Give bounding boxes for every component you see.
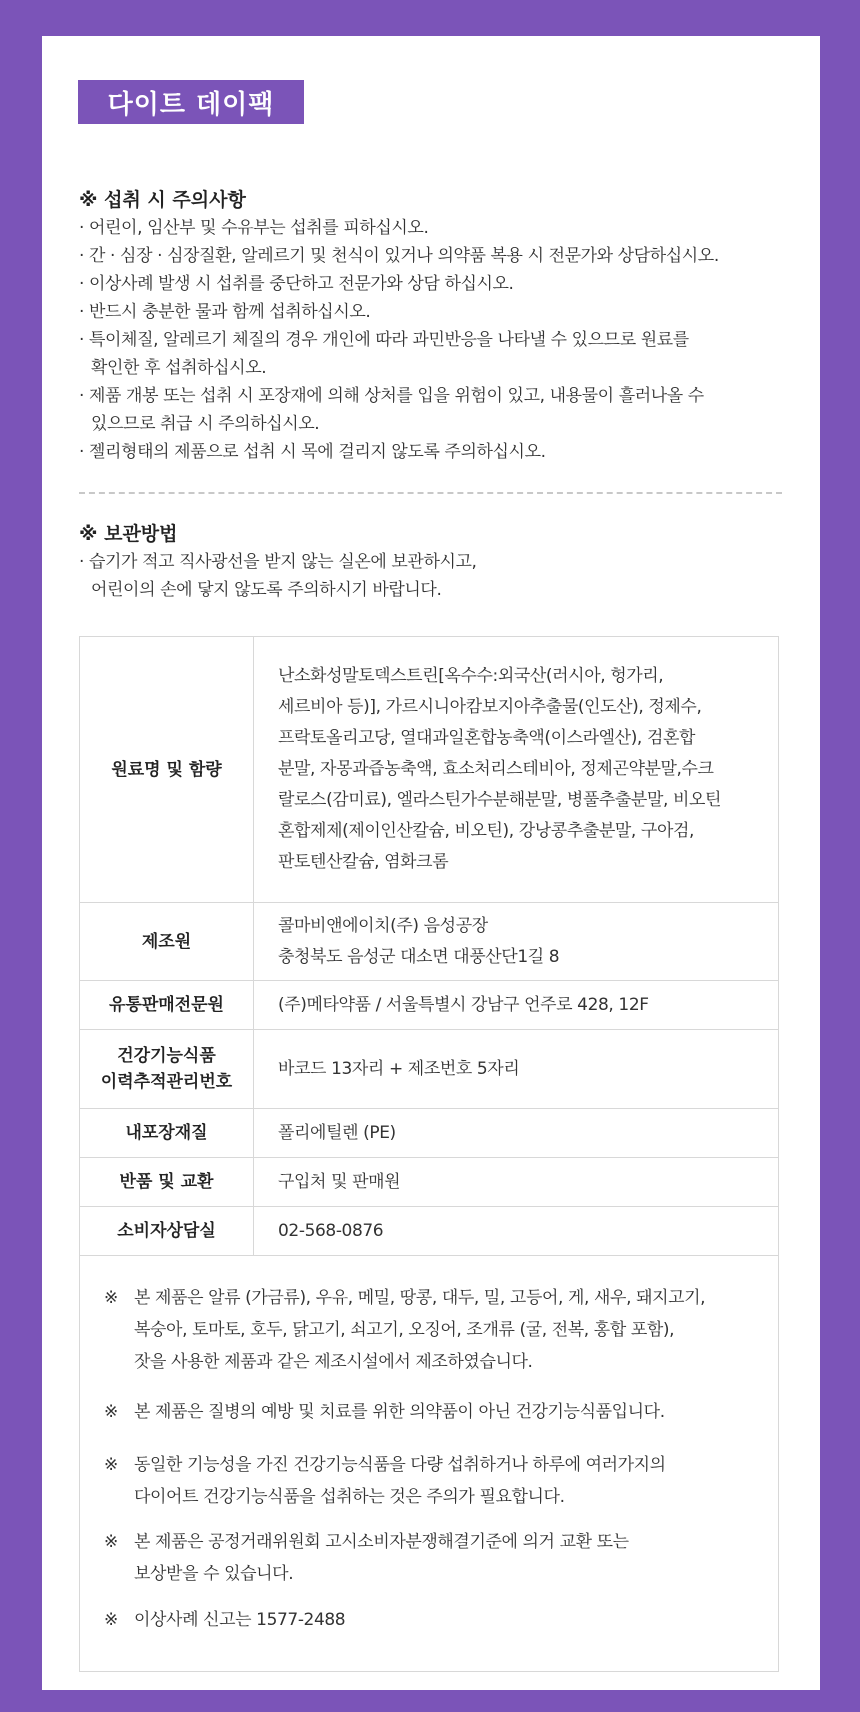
table-row: [80, 981, 778, 1030]
row-label: 소비자상담실: [80, 1207, 254, 1255]
table-row: [80, 1158, 778, 1207]
row-label: 반품 및 교환: [80, 1158, 254, 1206]
row-value: (주)메타약품 / 서울특별시 강남구 언주로 428, 12F: [278, 994, 649, 1015]
note-item: ※ 이상사례 신고는 1577-2488: [104, 1604, 345, 1636]
row-label: 원료명 및 함량: [80, 637, 254, 902]
precautions-section: [79, 186, 790, 466]
row-label: 제조원: [80, 903, 254, 980]
note-mark: ※: [104, 1455, 118, 1475]
note-item: ※ 본 제품은 공정거래위원회 고시소비자분쟁해결기준에 의거 교환 또는 보상받을 수 있습니다.: [104, 1526, 629, 1590]
note-mark: ※: [104, 1288, 118, 1308]
table-row: [80, 1109, 778, 1158]
note-item: ※ 본 제품은 질병의 예방 및 치료를 위한 의약품이 아닌 건강기능식품입니다.: [104, 1396, 665, 1428]
precaution-line: · 제품 개봉 또는 섭취 시 포장재에 의해 상처를 입을 위험이 있고, 내용물이 흘러나올 수: [79, 386, 704, 406]
precaution-line: · 간 · 심장 · 심장질환, 알레르기 및 천식이 있거나 의약품 복용 시 전문가와 상담하십시오.: [79, 246, 719, 266]
table-row: [80, 1207, 778, 1255]
precautions-title: ※ 섭취 시 주의사항: [79, 189, 246, 211]
row-value: 폴리에틸렌 (PE): [278, 1122, 396, 1143]
storage-line: 어린이의 손에 닿지 않도록 주의하시기 바랍니다.: [91, 580, 442, 600]
precaution-line: · 어린이, 임산부 및 수유부는 섭취를 피하십시오.: [79, 218, 429, 238]
product-info-table: [79, 636, 779, 1256]
precaution-line: · 젤리형태의 제품으로 섭취 시 목에 걸리지 않도록 주의하십시오.: [79, 442, 546, 462]
table-row: [80, 1030, 778, 1109]
table-row: [80, 903, 778, 981]
note-item: ※ 본 제품은 알류 (가금류), 우유, 메밀, 땅콩, 대두, 밀, 고등어, 게, 새우, 돼지고기, 복숭아, 토마토, 호두, 닭고기, 쇠고기, 오징어, 조개류 (굴, 전복, 홍합 포함), 잣을 사용한 제품과 같은 제조시설에서 제조하였습니다.: [104, 1282, 705, 1378]
row-label: 건강기능식품 이력추적관리번호: [80, 1030, 254, 1108]
precaution-line: · 이상사례 발생 시 섭취를 중단하고 전문가와 상담 하십시오.: [79, 274, 514, 294]
storage-title: ※ 보관방법: [79, 523, 178, 545]
precaution-line: 있으므로 취급 시 주의하십시오.: [91, 414, 320, 434]
storage-line: · 습기가 적고 직사광선을 받지 않는 실온에 보관하시고,: [79, 552, 477, 572]
row-label: 내포장재질: [80, 1109, 254, 1157]
row-value: 바코드 13자리 + 제조번호 5자리: [278, 1058, 520, 1079]
precaution-line: · 반드시 충분한 물과 함께 섭취하십시오.: [79, 302, 371, 322]
note-mark: ※: [104, 1610, 118, 1630]
row-label: 유통판매전문원: [80, 981, 254, 1029]
table-row: [80, 637, 778, 903]
row-value: 콜마비앤에이치(주) 음성공장 충청북도 음성군 대소면 대풍산단1길 8: [278, 915, 560, 967]
row-value: 난소화성말토덱스트린[옥수수:외국산(러시아, 헝가리, 세르비아 등)], 가르시니아캄보지아추출물(인도산), 정제수, 프락토올리고당, 열대과일혼합농축액(이스라엘산), 검혼합 분말, 자몽과즙농축액, 효소처리스테비아, 정제곤약분말,수크 랄로스(감미료), 엘라스틴가수분해분말, 병풀추출분말, 비오틴 혼합제제(제이인산칼슘, 비오틴), 강낭콩추출분말, 구아검, 판토텐산칼슘, 염화크롬: [278, 666, 722, 872]
notes-box: [79, 1254, 779, 1672]
product-name-badge: 다이트 데이팩: [78, 80, 304, 124]
precaution-line: 확인한 후 섭취하십시오.: [91, 358, 267, 378]
precaution-line: · 특이체질, 알레르기 체질의 경우 개인에 따라 과민반응을 나타낼 수 있으므로 원료를: [79, 330, 689, 350]
row-value: 02-568-0876: [278, 1220, 384, 1241]
dashed-divider: [79, 492, 782, 494]
row-value: 구입처 및 판매원: [278, 1171, 401, 1192]
info-card: [42, 36, 820, 1690]
note-mark: ※: [104, 1532, 118, 1552]
note-item: ※ 동일한 기능성을 가진 건강기능식품을 다량 섭취하거나 하루에 여러가지의 다이어트 건강기능식품을 섭취하는 것은 주의가 필요합니다.: [104, 1449, 666, 1513]
note-mark: ※: [104, 1402, 118, 1422]
storage-section: [79, 520, 790, 604]
